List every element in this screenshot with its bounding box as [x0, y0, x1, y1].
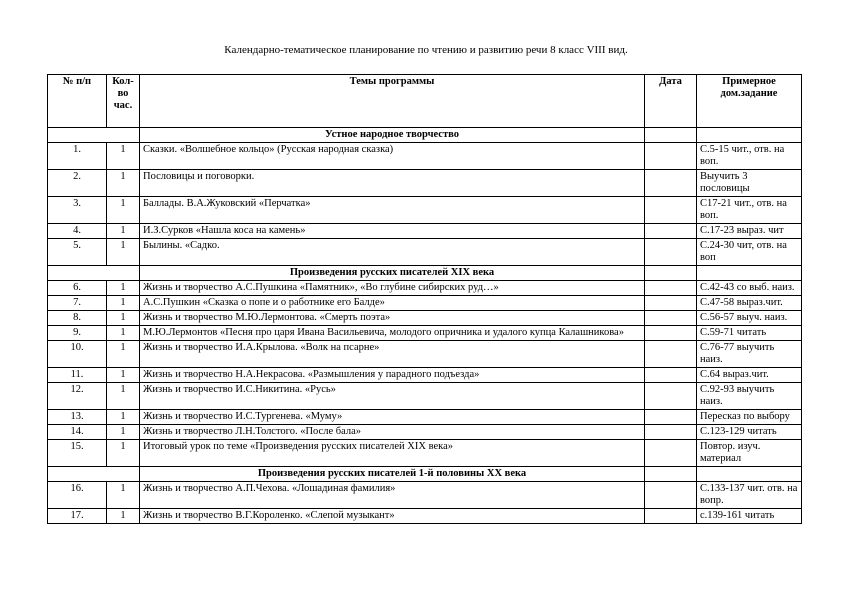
lesson-number: 16.: [48, 482, 107, 509]
section-title: Устное народное творчество: [140, 128, 645, 143]
table-row: [48, 383, 802, 410]
hours-count: 1: [107, 440, 140, 467]
homework: С.76-77 выучить наиз.: [697, 341, 802, 368]
planning-table: [47, 74, 802, 524]
lesson-topic: Итоговый урок по теме «Произведения русских писателей XIX века»: [140, 440, 645, 467]
homework: С.42-43 со выб. наиз.: [697, 281, 802, 296]
lesson-topic: А.С.Пушкин «Сказка о попе и о работнике его Балде»: [140, 296, 645, 311]
table-row: [48, 296, 802, 311]
hours-count: 1: [107, 482, 140, 509]
table-row: [48, 311, 802, 326]
lesson-topic: Жизнь и творчество И.С.Тургенева. «Муму»: [140, 410, 645, 425]
lesson-topic: Баллады. В.А.Жуковский «Перчатка»: [140, 197, 645, 224]
table-row: [48, 440, 802, 467]
section-title: Произведения русских писателей XIX века: [140, 266, 645, 281]
table-row: [48, 170, 802, 197]
lesson-topic: Жизнь и творчество А.П.Чехова. «Лошадиная фамилия»: [140, 482, 645, 509]
section-empty-cell: [48, 266, 140, 281]
lesson-date: [645, 143, 697, 170]
table-row: [48, 482, 802, 509]
homework: С.5-15 чит., отв. на воп.: [697, 143, 802, 170]
lesson-date: [645, 296, 697, 311]
hours-count: 1: [107, 170, 140, 197]
homework: С17-21 чит., отв. на воп.: [697, 197, 802, 224]
lesson-number: 6.: [48, 281, 107, 296]
section-row: [48, 128, 802, 143]
hours-count: 1: [107, 341, 140, 368]
lesson-topic: Былины. «Садко.: [140, 239, 645, 266]
hours-count: 1: [107, 425, 140, 440]
lesson-date: [645, 281, 697, 296]
lesson-topic: Жизнь и творчество Л.Н.Толстого. «После бала»: [140, 425, 645, 440]
header-topic: Темы программы: [140, 75, 645, 128]
lesson-date: [645, 410, 697, 425]
table-row: [48, 341, 802, 368]
lesson-topic: Жизнь и творчество А.С.Пушкина «Памятник», «Во глубине сибирских руд…»: [140, 281, 645, 296]
section-title: Произведения русских писателей 1-й половины XX века: [140, 467, 645, 482]
lesson-number: 2.: [48, 170, 107, 197]
table-row: [48, 239, 802, 266]
homework: Повтор. изуч. материал: [697, 440, 802, 467]
homework: Выучить 3 пословицы: [697, 170, 802, 197]
lesson-number: 4.: [48, 224, 107, 239]
table-row: [48, 368, 802, 383]
lesson-number: 10.: [48, 341, 107, 368]
hours-count: 1: [107, 311, 140, 326]
section-empty-cell: [48, 467, 140, 482]
lesson-date: [645, 311, 697, 326]
lesson-date: [645, 425, 697, 440]
section-empty-cell: [645, 266, 697, 281]
lesson-number: 12.: [48, 383, 107, 410]
table-row: [48, 224, 802, 239]
hours-count: 1: [107, 296, 140, 311]
hours-count: 1: [107, 239, 140, 266]
table-row: [48, 425, 802, 440]
lesson-topic: Жизнь и творчество М.Ю.Лермонтова. «Смерть поэта»: [140, 311, 645, 326]
hours-count: 1: [107, 509, 140, 524]
homework: С.59-71 читать: [697, 326, 802, 341]
hours-count: 1: [107, 197, 140, 224]
lesson-date: [645, 440, 697, 467]
section-empty-cell: [697, 266, 802, 281]
lesson-date: [645, 170, 697, 197]
section-empty-cell: [697, 467, 802, 482]
header-date: Дата: [645, 75, 697, 128]
lesson-topic: Жизнь и творчество В.Г.Короленко. «Слепой музыкант»: [140, 509, 645, 524]
hours-count: 1: [107, 143, 140, 170]
lesson-number: 3.: [48, 197, 107, 224]
page-title: Календарно-тематическое планирование по чтению и развитию речи 8 класс VIII вид.: [224, 44, 628, 56]
homework: Пересказ по выбору: [697, 410, 802, 425]
lesson-date: [645, 326, 697, 341]
homework: С.56-57 выуч. наиз.: [697, 311, 802, 326]
lesson-number: 13.: [48, 410, 107, 425]
lesson-topic: Сказки. «Волшебное кольцо» (Русская народная сказка): [140, 143, 645, 170]
header-count: Кол- во час.: [107, 75, 140, 128]
lesson-date: [645, 224, 697, 239]
lesson-topic: Жизнь и творчество И.А.Крылова. «Волк на псарне»: [140, 341, 645, 368]
table-row: [48, 197, 802, 224]
homework: с.139-161 читать: [697, 509, 802, 524]
table-row: [48, 326, 802, 341]
lesson-topic: М.Ю.Лермонтов «Песня про царя Ивана Васильевича, молодого опричника и удалого купца Калашникова»: [140, 326, 645, 341]
homework: С.133-137 чит. отв. на вопр.: [697, 482, 802, 509]
homework: С.123-129 читать: [697, 425, 802, 440]
homework: С.17-23 выраз. чит: [697, 224, 802, 239]
table-row: [48, 143, 802, 170]
homework: С.64 выраз.чит.: [697, 368, 802, 383]
table-body: [48, 128, 802, 524]
lesson-number: 14.: [48, 425, 107, 440]
header-homework: Примерное дом.задание: [697, 75, 802, 128]
section-row: [48, 467, 802, 482]
lesson-topic: Жизнь и творчество И.С.Никитина. «Русь»: [140, 383, 645, 410]
section-empty-cell: [645, 467, 697, 482]
section-empty-cell: [645, 128, 697, 143]
lesson-date: [645, 197, 697, 224]
lesson-topic: Жизнь и творчество Н.А.Некрасова. «Размышления у парадного подъезда»: [140, 368, 645, 383]
header-row: [48, 75, 802, 128]
lesson-date: [645, 482, 697, 509]
table-row: [48, 281, 802, 296]
hours-count: 1: [107, 410, 140, 425]
lesson-number: 11.: [48, 368, 107, 383]
homework: С.92-93 выучить наиз.: [697, 383, 802, 410]
header-num: № п/п: [48, 75, 107, 128]
lesson-date: [645, 383, 697, 410]
lesson-number: 5.: [48, 239, 107, 266]
hours-count: 1: [107, 326, 140, 341]
lesson-number: 7.: [48, 296, 107, 311]
section-empty-cell: [48, 128, 140, 143]
section-empty-cell: [697, 128, 802, 143]
homework: С.47-58 выраз.чит.: [697, 296, 802, 311]
lesson-date: [645, 341, 697, 368]
lesson-topic: И.З.Сурков «Нашла коса на камень»: [140, 224, 645, 239]
section-row: [48, 266, 802, 281]
lesson-number: 15.: [48, 440, 107, 467]
lesson-date: [645, 368, 697, 383]
lesson-date: [645, 509, 697, 524]
lesson-number: 8.: [48, 311, 107, 326]
lesson-number: 17.: [48, 509, 107, 524]
lesson-number: 9.: [48, 326, 107, 341]
lesson-topic: Пословицы и поговорки.: [140, 170, 645, 197]
lesson-date: [645, 239, 697, 266]
table-row: [48, 410, 802, 425]
hours-count: 1: [107, 368, 140, 383]
lesson-number: 1.: [48, 143, 107, 170]
hours-count: 1: [107, 383, 140, 410]
hours-count: 1: [107, 224, 140, 239]
hours-count: 1: [107, 281, 140, 296]
table-row: [48, 509, 802, 524]
homework: С.24-30 чит, отв. на воп: [697, 239, 802, 266]
